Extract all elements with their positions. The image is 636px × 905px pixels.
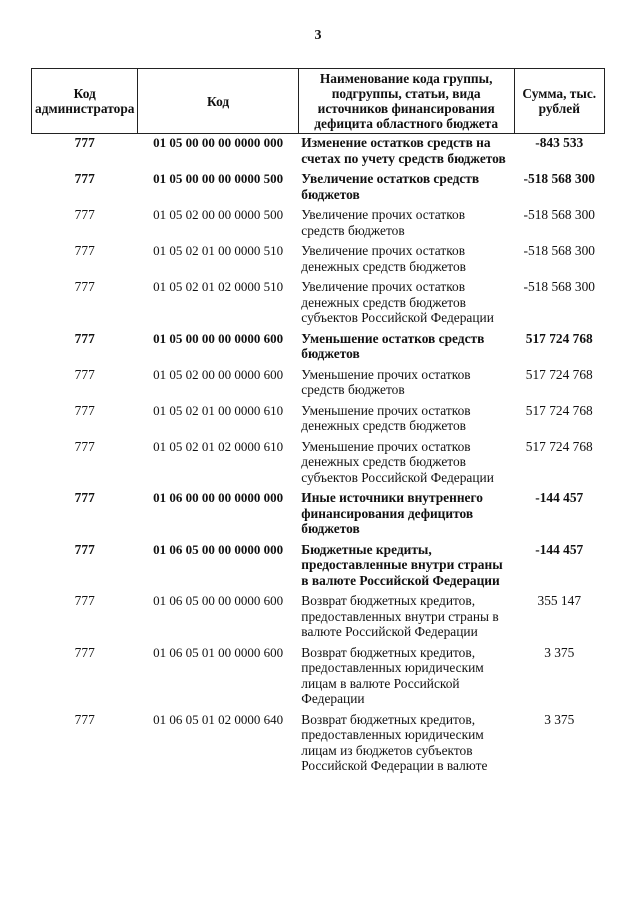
code-cell: 01 06 05 00 00 0000 600	[153, 593, 284, 608]
admin-cell: 777	[74, 243, 95, 258]
admin-cell: 777	[74, 490, 95, 505]
table-body	[32, 134, 605, 777]
header-name-label: Наименование кода группы, подгруппы, статьи, вида источников финансирования дефицита областного бюджета	[314, 71, 499, 131]
name-cell: Возврат бюджетных кредитов, предоставленных юридическим лицам из бюджетов субъектов Российской Федерации в валюте	[301, 711, 488, 773]
name-cell: Увеличение прочих остатков средств бюджетов	[301, 207, 466, 238]
code-cell: 01 06 05 00 00 0000 000	[153, 541, 284, 557]
name-cell: Бюджетные кредиты, предоставленные внутри страны в валюте Российской Федерации	[301, 541, 503, 588]
table-row	[32, 643, 605, 710]
code-cell: 01 05 02 01 00 0000 610	[153, 402, 284, 418]
sum-cell: -144 457	[535, 541, 584, 557]
code-cell: 01 05 00 00 00 0000 500	[153, 171, 284, 186]
admin-cell: 777	[74, 541, 95, 557]
header-sum-label: Сумма, тыс. рублей	[522, 86, 597, 116]
code-cell: 01 05 02 01 02 0000 510	[153, 279, 284, 294]
sum-cell: 3 375	[544, 644, 575, 660]
table-row	[32, 241, 605, 277]
header-admin-label: Код администратора	[35, 86, 135, 116]
table-row	[32, 540, 605, 592]
sum-cell: -518 568 300	[523, 279, 595, 294]
name-cell: Уменьшение прочих остатков денежных средств бюджетов субъектов Российской Федерации	[301, 438, 494, 485]
admin-cell: 777	[74, 279, 95, 294]
admin-cell: 777	[74, 644, 95, 660]
table-row	[32, 591, 605, 643]
code-cell: 01 06 05 01 02 0000 640	[153, 711, 284, 727]
sum-cell: -518 568 300	[523, 207, 595, 222]
header-admin	[32, 69, 138, 134]
table-row	[32, 277, 605, 329]
name-cell: Изменение остатков средств на счетах по учету средств бюджетов	[301, 135, 506, 166]
table-row	[32, 710, 605, 777]
sum-cell: 355 147	[537, 593, 582, 608]
code-cell: 01 05 02 01 00 0000 510	[153, 243, 284, 258]
sum-cell: 517 724 768	[525, 330, 593, 346]
table-row	[32, 401, 605, 437]
admin-cell: 777	[74, 207, 95, 222]
name-cell: Иные источники внутреннего финансирования дефицитов бюджетов	[301, 490, 483, 536]
sum-cell: -518 568 300	[523, 243, 595, 258]
code-cell: 01 05 00 00 00 0000 600	[153, 330, 284, 346]
sum-cell: 517 724 768	[525, 402, 593, 418]
name-cell: Увеличение прочих остатков денежных средств бюджетов субъектов Российской Федерации	[301, 279, 494, 325]
table-row	[32, 329, 605, 365]
name-cell: Увеличение остатков средств бюджетов	[301, 171, 480, 202]
admin-cell: 777	[74, 135, 95, 150]
table-row	[32, 488, 605, 540]
table-row	[32, 365, 605, 401]
page-number: 3	[314, 28, 322, 43]
name-cell: Уменьшение прочих остатков средств бюджетов	[301, 366, 471, 397]
name-cell: Возврат бюджетных кредитов, предоставленных юридическим лицам в валюте Российской Федерации	[301, 644, 484, 706]
admin-cell: 777	[74, 366, 95, 382]
name-cell: Возврат бюджетных кредитов, предоставленных внутри страны в валюте Российской Федерации	[301, 593, 499, 639]
table-row	[32, 437, 605, 489]
sum-cell: -843 533	[535, 135, 584, 150]
header-sum	[514, 69, 604, 134]
code-cell: 01 05 00 00 00 0000 000	[153, 135, 284, 150]
code-cell: 01 05 02 00 00 0000 500	[153, 207, 284, 222]
name-cell: Уменьшение прочих остатков денежных средств бюджетов	[301, 402, 471, 433]
name-cell: Уменьшение остатков средств бюджетов	[301, 330, 485, 361]
sum-cell: 517 724 768	[525, 438, 593, 454]
table-row	[32, 169, 605, 205]
code-cell: 01 06 05 01 00 0000 600	[153, 644, 284, 660]
table-row	[32, 134, 605, 170]
admin-cell: 777	[74, 593, 95, 608]
sources-table	[31, 68, 605, 777]
admin-cell: 777	[74, 438, 95, 454]
sum-cell: -144 457	[535, 490, 584, 505]
sum-cell: 517 724 768	[525, 366, 593, 382]
code-cell: 01 05 02 00 00 0000 600	[153, 366, 284, 382]
admin-cell: 777	[74, 402, 95, 418]
sum-cell: 3 375	[544, 711, 575, 727]
header-code	[138, 69, 298, 134]
admin-cell: 777	[74, 171, 95, 186]
table-header	[32, 69, 605, 134]
code-cell: 01 05 02 01 02 0000 610	[153, 438, 284, 454]
admin-cell: 777	[74, 330, 95, 346]
sum-cell: -518 568 300	[523, 171, 595, 186]
code-cell: 01 06 00 00 00 0000 000	[153, 490, 284, 505]
header-name	[298, 69, 514, 134]
admin-cell: 777	[74, 711, 95, 727]
header-code-label: Код	[207, 93, 230, 109]
name-cell: Увеличение прочих остатков денежных средств бюджетов	[301, 243, 466, 274]
table-row	[32, 205, 605, 241]
